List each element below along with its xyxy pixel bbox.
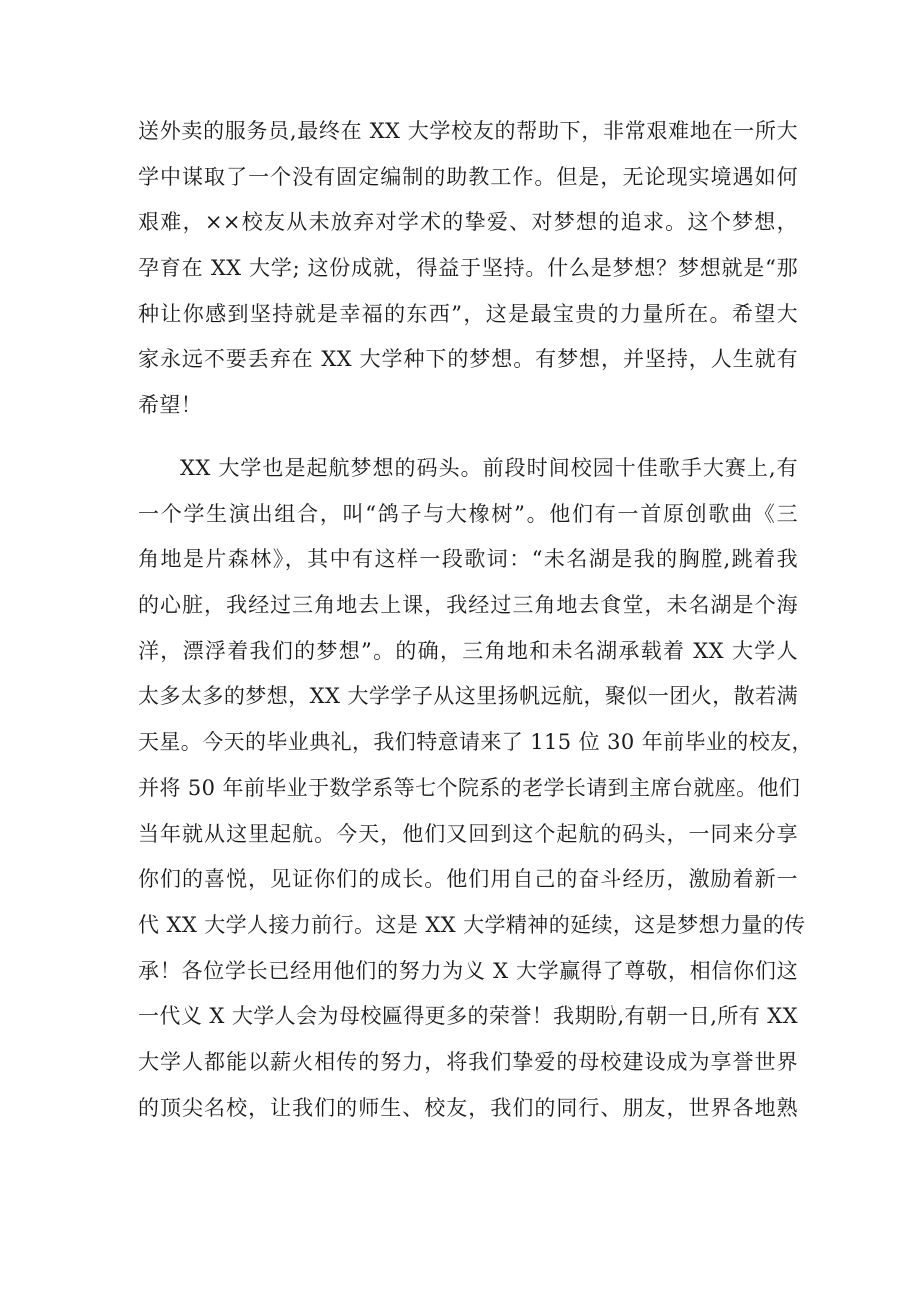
text-line: 当年就从这里起航。今天，他们又回到这个起航的码头，一同来分享: [138, 821, 798, 846]
text-line: 天星。今天的毕业典礼，我们特意请来了 115 位 30 年前毕业的校友，: [138, 730, 813, 755]
text-line: 太多太多的梦想，XX 大学学子从这里扬帆远航，聚似一团火，散若满: [138, 684, 798, 709]
text-line: 希望！: [138, 393, 203, 418]
text-line: 承！各位学长已经用他们的努力为义 X 大学赢得了尊敬，相信你们这: [138, 958, 798, 983]
paragraph-1: [138, 109, 798, 429]
text-line: 学中谋取了一个没有固定编制的助教工作。但是，无论现实境遇如何: [138, 164, 798, 189]
text-line: 艰难，××校友从未放弃对学术的挚爱、对梦想的追求。这个梦想，: [138, 210, 798, 235]
text-line: 并将 50 年前毕业于数学系等七个院系的老学长请到主席台就座。他们: [138, 775, 801, 800]
text-line: 家永远不要丢弃在 XX 大学种下的梦想。有梦想，并坚持，人生就有: [138, 347, 798, 372]
text-line: 你们的喜悦，见证你们的成长。他们用自己的奋斗经历，激励着新一: [138, 867, 798, 892]
text-line: 代 XX 大学人接力前行。这是 XX 大学精神的延续，这是梦想力量的传: [138, 912, 806, 937]
text-line: 孕育在 XX 大学; 这份成就，得益于坚持。什么是梦想？梦想就是“那: [138, 256, 798, 281]
text-line: 一个学生演出组合，叫“鸽子与大橡树”。他们有一首原创歌曲《三: [138, 501, 798, 526]
text-line: 洋，漂浮着我们的梦想”。的确，三角地和未名湖承载着 XX 大学人: [138, 638, 798, 663]
text-line: 角地是片森林》，其中有这样一段歌词：“未名湖是我的胸膛,跳着我: [138, 547, 798, 572]
text-line: 的心脏，我经过三角地去上课，我经过三角地去食堂，未名湖是个海: [138, 593, 798, 618]
text-line: 送外卖的服务员,最终在 XX 大学校友的帮助下，非常艰难地在一所大: [138, 119, 798, 143]
text-line: 一代义 X 大学人会为母校匾得更多的荣誉！我期盼,有朝一日,所有 XX: [138, 1004, 798, 1029]
text-line: 种让你感到坚持就是幸福的东西”，这是最宝贵的力量所在。希望大: [138, 301, 798, 326]
text-line: XX 大学也是起航梦想的码头。前段时间校园十佳歌手大赛上,有: [180, 456, 798, 480]
text-line: 的顶尖名校，让我们的师生、校友，我们的同行、朋友，世界各地熟: [138, 1095, 798, 1120]
paragraph-2: [138, 446, 813, 1131]
text-line: 大学人都能以薪火相传的努力，将我们挚爱的母校建设成为享誉世界: [138, 1049, 798, 1074]
